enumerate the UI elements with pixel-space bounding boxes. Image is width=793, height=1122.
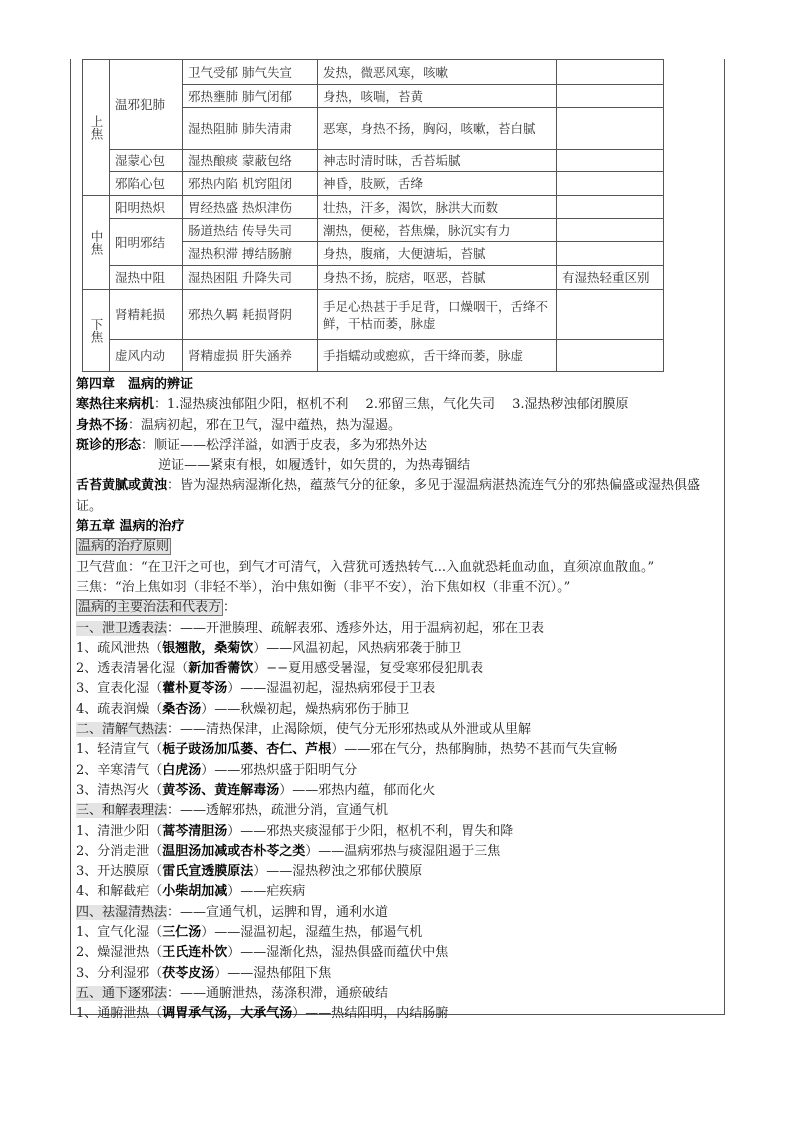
syndrome-cell: 虚风内动 (110, 340, 183, 372)
method-heading (76, 619, 724, 639)
method-item (76, 639, 724, 659)
method-desc: ：——清热保津，止渴除烦，使气分无形邪热或从外泄或从里解 (167, 722, 532, 738)
colon: ： (223, 600, 237, 616)
item-prefix: 3、分利湿邪（ (76, 965, 163, 981)
item-description: ）——邪在气分，热郁胸肺，热势不甚而气失宣畅 (331, 742, 618, 758)
syndrome-cell: 邪陷心包 (110, 172, 183, 196)
note-cell: 有湿热轻重区别 (557, 266, 664, 290)
method-desc: ：——透解邪热，疏泄分消，宣通气机 (167, 803, 389, 819)
method-item (76, 761, 724, 781)
method-item (76, 700, 724, 720)
syndrome-cell: 湿热中阻 (110, 266, 183, 290)
ch4-line (76, 436, 724, 456)
symptoms-cell: 壮热，汗多，渴饮，脉洪大而数 (318, 196, 557, 219)
pathology-cell: 肾精虚损 肝失涵养 (183, 340, 318, 372)
ch4-line-text: ：温病初起，邪在卫气，湿中蕴热，热为湿遏。 (128, 417, 402, 433)
item-prefix: 1、宣气化湿（ (76, 925, 163, 941)
item-description: ）——热结阳明，内结肠腑 (292, 1006, 449, 1022)
symptoms-cell: 发热，微恶风寒，咳嗽 (318, 60, 557, 85)
item-description: ）——风温初起，风热病邪袭于肺卫 (253, 640, 462, 656)
note-cell (557, 172, 664, 196)
item-description: ）——温病邪热与痰湿阻遏于三焦 (305, 843, 501, 859)
method-item (76, 842, 724, 862)
pathology-cell: 邪热内陷 机窍阻闭 (183, 172, 318, 196)
item-formula: 栀子豉汤加瓜蒌、杏仁、芦根 (162, 742, 332, 758)
item-description: ）——湿渐化热，湿热俱盛而蕴伏中焦 (227, 945, 449, 961)
table-row (83, 196, 664, 219)
method-name: 四、祛湿清热法 (76, 904, 168, 920)
symptoms-cell: 身热，腹痛，大便溏垢，苔腻 (318, 242, 557, 266)
symptoms-cell: 神昏，肢厥，舌绛 (318, 172, 557, 196)
method-name: 一、泄卫透表法 (76, 620, 168, 636)
note-cell (557, 60, 664, 85)
method-item (76, 679, 724, 699)
item-description: ）−−夏用感受暑湿，复受寒邪侵犯肌表 (253, 661, 484, 677)
syndrome-cell: 湿蒙心包 (110, 150, 183, 172)
symptoms-cell: 恶寒，身热不扬，胸闷，咳嗽，苔白腻 (318, 108, 557, 150)
item-prefix: 4、和解截疟（ (76, 884, 163, 900)
item-prefix: 1、轻清宣气（ (76, 742, 163, 758)
item-prefix: 1、疏风泄热（ (76, 640, 163, 656)
method-item (76, 659, 724, 679)
table-row (83, 340, 664, 372)
item-prefix: 1、清泄少阳（ (76, 823, 163, 839)
note-cell (557, 219, 664, 242)
pathology-cell: 湿热酿痰 蒙蔽包络 (183, 150, 318, 172)
item-formula: 茯苓皮汤 (162, 965, 215, 981)
item-formula: 调胃承气汤，大承气汤 (162, 1006, 293, 1022)
zone-cell: 下焦 (83, 290, 110, 372)
item-prefix: 2、透表清暑化湿（ (76, 661, 189, 677)
item-description: ）——湿热秽浊之邪郁伏膜原 (253, 864, 423, 880)
item-formula: 黄芩汤、黄连解毒汤 (162, 782, 280, 798)
method-desc: ：——宣通气机，运脾和胃，通利水道 (167, 904, 389, 920)
symptoms-cell: 潮热，便秘，苔焦燥，脉沉实有力 (318, 219, 557, 242)
item-prefix: 3、清热泻火（ (76, 782, 163, 798)
pathology-cell: 湿热阻肺 肺失清肃 (183, 108, 318, 150)
method-item (76, 1004, 724, 1024)
methods-heading: 温病的主要治法和代表方 (78, 600, 222, 616)
ch4-line-label: 寒热往来病机 (76, 397, 155, 413)
ch4-line-text: ：1.湿热痰浊郁阻少阳，枢机不利 2.邪留三焦，气化失司 3.湿热秽浊郁闭膜原 (154, 397, 629, 413)
symptoms-cell: 手足心热甚于手足背，口燥咽干，舌绛不鲜，干枯而萎，脉虚 (318, 290, 557, 340)
method-item (76, 943, 724, 963)
item-description: ）——邪热炽盛于阳明气分 (201, 762, 358, 778)
table-row (83, 172, 664, 196)
zone-cell: 中焦 (83, 196, 110, 290)
item-prefix: 1、通腑泄热（ (76, 1006, 163, 1022)
item-formula: 温胆汤加减或杏朴苓之类 (162, 843, 306, 859)
ch4-line-label: 舌苔黄腻或黄浊 (76, 478, 168, 494)
syndrome-cell: 阳明热炽 (110, 196, 183, 219)
ch4-line-text: ：皆为湿热病湿渐化热，蕴蒸气分的征象，多见于湿温病湛热流连气分的邪热偏盛或湿热俱盛证。 (76, 478, 701, 514)
item-description: ）——湿热郁阻下焦 (214, 965, 332, 981)
item-formula: 藿朴夏苓汤 (162, 681, 228, 697)
pathology-cell: 肠道热结 传导失司 (183, 219, 318, 242)
method-item (76, 882, 724, 902)
table-row (83, 60, 664, 85)
note-cell (557, 340, 664, 372)
method-item (76, 862, 724, 882)
method-item (76, 781, 724, 801)
note-cell (557, 150, 664, 172)
method-desc: ：——开泄腠理、疏解表邪、透疹外达，用于温病初起，邪在卫表 (167, 620, 545, 636)
item-description: ）——邪热夹痰湿郁于少阳，枢机不利，胃失和降 (227, 823, 514, 839)
syndrome-cell: 温邪犯肺 (110, 60, 183, 150)
table-row (83, 219, 664, 242)
symptoms-cell: 身热，咳喘，苔黄 (318, 85, 557, 108)
item-formula: 蒿芩清胆汤 (162, 823, 228, 839)
method-item (76, 740, 724, 760)
method-item (76, 964, 724, 984)
pathology-cell: 胃经热盛 热炽津伤 (183, 196, 318, 219)
pathology-cell: 湿热积滞 搏结肠腑 (183, 242, 318, 266)
note-cell (557, 85, 664, 108)
item-formula: 小柴胡加减 (162, 884, 228, 900)
note-cell (557, 196, 664, 219)
item-formula: 银翘散，桑菊饮 (162, 640, 254, 656)
item-formula: 白虎汤 (162, 762, 202, 778)
ch4-line (76, 456, 724, 476)
method-heading (76, 720, 724, 740)
symptoms-cell: 神志时清时昧，舌苔垢腻 (318, 150, 557, 172)
item-prefix: 2、辛寒清气（ (76, 762, 163, 778)
method-item (76, 923, 724, 943)
item-description: ）——湿温初起，湿热病邪侵于卫表 (227, 681, 436, 697)
symptoms-cell: 身热不扬，脘痞，呕恶，苔腻 (318, 266, 557, 290)
item-prefix: 2、分消走泄（ (76, 843, 163, 859)
item-description: ）——疟疾病 (227, 884, 306, 900)
symptoms-cell: 手指蠕动或瘛疭，舌干绛而萎，脉虚 (318, 340, 557, 372)
ch4-line-text: 逆证——紧束有根，如履透针，如矢贯的，为热毒锢结 (76, 458, 471, 474)
item-formula: 桑杏汤 (162, 701, 202, 717)
item-formula: 新加香薷饮 (188, 661, 254, 677)
ch4-line (76, 416, 724, 436)
principle-line: 三焦：“治上焦如羽（非轻不举），治中焦如衡（非平不安），治下焦如权（非重不沉）。” (76, 579, 571, 595)
sanjiao-syndrome-table (82, 59, 664, 372)
method-heading (76, 984, 724, 1004)
principle-heading: 温病的治疗原则 (78, 539, 170, 555)
pathology-cell: 湿热困阻 升降失司 (183, 266, 318, 290)
table-row (83, 150, 664, 172)
pathology-cell: 邪热久羁 耗损肾阴 (183, 290, 318, 340)
chapter-4-title: 第四章 温病的辨证 (76, 377, 194, 392)
note-cell (557, 242, 664, 266)
item-description: ）——邪热内蕴，郁而化火 (279, 782, 436, 798)
item-prefix: 4、疏表润燥（ (76, 701, 163, 717)
method-name: 五、通下逐邪法 (76, 985, 168, 1001)
pathology-cell: 邪热壅肺 肺气闭郁 (183, 85, 318, 108)
item-prefix: 2、燥湿泄热（ (76, 945, 163, 961)
method-heading (76, 801, 724, 821)
table-row (83, 266, 664, 290)
item-prefix: 3、开达膜原（ (76, 864, 163, 880)
syndrome-cell: 阳明邪结 (110, 219, 183, 266)
syndrome-cell: 肾精耗损 (110, 290, 183, 340)
item-formula: 三仁汤 (162, 925, 202, 941)
note-cell (557, 108, 664, 150)
zone-cell: 上焦 (83, 60, 110, 196)
ch4-line (76, 476, 724, 517)
item-formula: 王氏连朴饮 (162, 945, 228, 961)
principle-line: 卫气营血：“在卫汗之可也，到气才可清气，入营犹可透热转气...入血就恐耗血动血，直须凉血散血。” (76, 559, 655, 575)
ch4-line-label: 身热不扬 (76, 417, 129, 433)
item-formula: 雷氏宣透膜原法 (162, 864, 254, 880)
pathology-cell: 卫气受郁 肺气失宣 (183, 60, 318, 85)
method-name: 二、清解气热法 (76, 722, 168, 738)
note-cell (557, 290, 664, 340)
method-name: 三、和解表理法 (76, 803, 168, 819)
table-row (83, 290, 664, 340)
item-description: ）——湿温初起，湿蕴生热，郁遏气机 (201, 925, 423, 941)
chapter-5-title: 第五章 温病的治疗 (76, 519, 185, 535)
method-heading (76, 903, 724, 923)
ch4-line (76, 395, 724, 415)
document-body (76, 375, 724, 1025)
ch4-line-label: 斑诊的形态 (76, 437, 142, 453)
ch4-line-text: ：顺证——松浮洋溢，如洒于皮表，多为邪热外达 (141, 437, 428, 453)
method-desc: ：——通腑泄热，荡涤积滞，通瘀破结 (167, 985, 389, 1001)
item-prefix: 3、宣表化湿（ (76, 681, 163, 697)
method-item (76, 822, 724, 842)
item-description: ）——秋燥初起，燥热病邪伤于肺卫 (201, 701, 410, 717)
